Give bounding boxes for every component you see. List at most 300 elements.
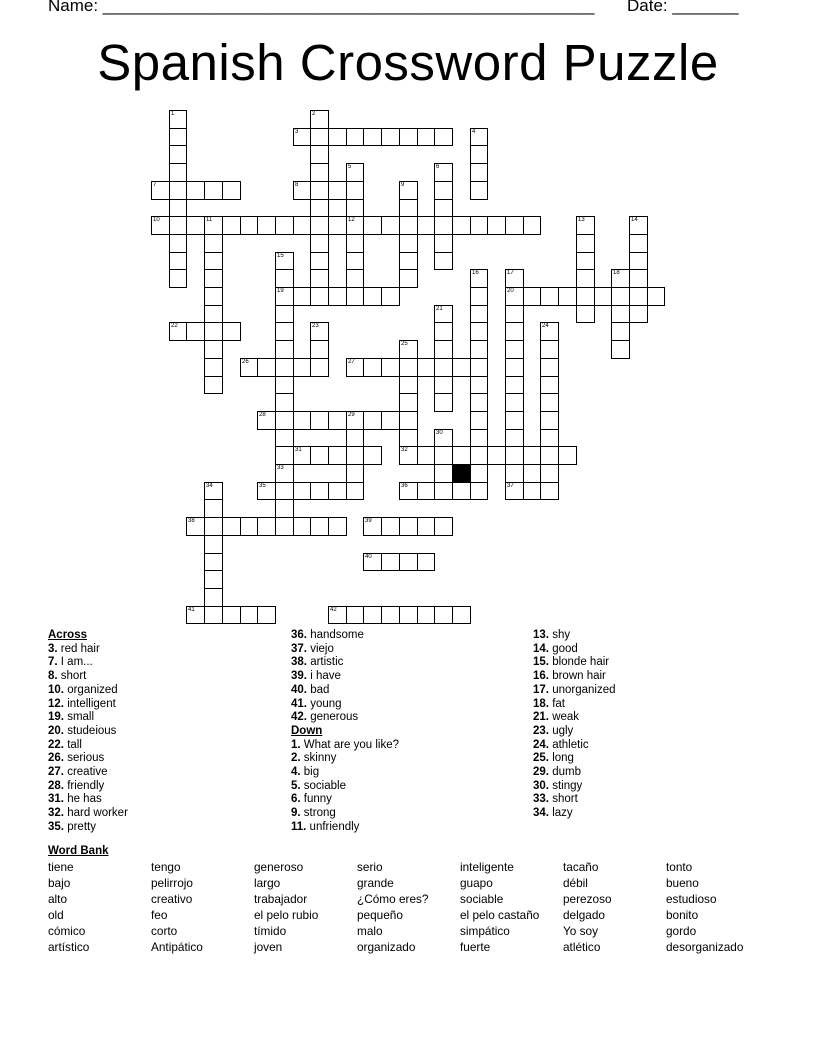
grid-cell[interactable]: [186, 181, 205, 200]
grid-cell[interactable]: [186, 606, 205, 624]
grid-cell[interactable]: [399, 358, 418, 377]
grid-cell[interactable]: [275, 216, 294, 235]
grid-cell[interactable]: [381, 287, 400, 306]
grid-cell[interactable]: [576, 252, 595, 270]
clue-down: [291, 766, 399, 780]
grid-cell[interactable]: [470, 128, 488, 146]
clue-text: friendly: [64, 779, 105, 792]
grid-cell[interactable]: [611, 305, 630, 323]
grid-cell[interactable]: [310, 181, 329, 200]
grid-cell[interactable]: [275, 358, 294, 377]
grid-cell[interactable]: [434, 252, 453, 270]
grid-cell[interactable]: [434, 358, 453, 377]
grid-cell[interactable]: [470, 181, 488, 200]
clue-text: pretty: [64, 820, 96, 833]
grid-cell[interactable]: [611, 340, 630, 359]
grid-cell[interactable]: [434, 606, 453, 624]
grid-cell[interactable]: [257, 606, 276, 624]
grid-cell[interactable]: [470, 376, 488, 394]
grid-cell[interactable]: [540, 446, 559, 465]
grid-cell[interactable]: [204, 535, 223, 554]
grid-cell[interactable]: [204, 252, 223, 270]
grid-cell[interactable]: [275, 393, 294, 412]
grid-cell[interactable]: [346, 163, 364, 182]
grid-cell[interactable]: [505, 322, 524, 341]
grid-cell[interactable]: [434, 234, 453, 253]
grid-cell[interactable]: [346, 482, 364, 500]
grid-cell[interactable]: [434, 393, 453, 412]
grid-cell[interactable]: [576, 216, 595, 235]
grid-cell[interactable]: [576, 234, 595, 253]
grid-cell[interactable]: [470, 446, 488, 465]
clue-number: 35.: [48, 820, 64, 833]
grid-cell[interactable]: [434, 163, 453, 182]
clue-across: [48, 711, 128, 725]
word-bank-entry: bonito: [666, 908, 699, 922]
word-bank-entry: ¿Cómo eres?: [357, 892, 429, 906]
grid-cell[interactable]: [257, 216, 276, 235]
grid-cell[interactable]: [434, 340, 453, 359]
clue-number: 13.: [533, 629, 549, 641]
clue-text: long: [549, 752, 574, 765]
grid-cell[interactable]: [540, 287, 559, 306]
grid-cell[interactable]: [275, 464, 294, 483]
grid-cell[interactable]: [275, 482, 294, 500]
grid-cell[interactable]: [399, 411, 418, 430]
grid-cell[interactable]: [346, 234, 364, 253]
grid-cell[interactable]: [470, 464, 488, 483]
grid-cell[interactable]: [417, 606, 435, 624]
grid-cell[interactable]: [293, 128, 311, 146]
grid-cell[interactable]: [540, 393, 559, 412]
grid-cell[interactable]: [222, 606, 241, 624]
cell-number: 11: [206, 217, 213, 223]
grid-cell[interactable]: [310, 340, 329, 359]
grid-cell[interactable]: [523, 287, 541, 306]
grid-cell[interactable]: [169, 269, 187, 288]
grid-cell[interactable]: [275, 252, 294, 270]
grid-cell[interactable]: [363, 553, 382, 571]
grid-cell[interactable]: [452, 358, 471, 377]
grid-cell[interactable]: [629, 216, 648, 235]
grid-cell[interactable]: [470, 358, 488, 377]
grid-cell[interactable]: [558, 287, 577, 306]
grid-cell[interactable]: [169, 252, 187, 270]
grid-cell[interactable]: [275, 287, 294, 306]
cell-number: 16: [472, 270, 479, 276]
grid-cell[interactable]: [310, 234, 329, 253]
grid-cell[interactable]: [399, 429, 418, 447]
clue-text: fat: [549, 697, 565, 710]
grid-cell[interactable]: [310, 482, 329, 500]
grid-cell[interactable]: [204, 358, 223, 377]
grid-cell[interactable]: [417, 128, 435, 146]
grid-cell[interactable]: [399, 199, 418, 217]
grid-cell[interactable]: [204, 499, 223, 518]
grid-cell[interactable]: [399, 376, 418, 394]
grid-cell[interactable]: [647, 287, 665, 306]
grid-cell[interactable]: [310, 287, 329, 306]
grid-cell[interactable]: [505, 287, 524, 306]
grid-cell[interactable]: [310, 358, 329, 377]
clue-text: bad: [307, 683, 330, 696]
grid-cell[interactable]: [363, 446, 382, 465]
grid-cell[interactable]: [470, 482, 488, 500]
grid-cell[interactable]: [381, 216, 400, 235]
clue-number: 16.: [533, 670, 549, 683]
grid-cell[interactable]: [470, 305, 488, 323]
grid-cell[interactable]: [576, 305, 595, 323]
grid-cell[interactable]: [204, 181, 223, 200]
grid-cell[interactable]: [293, 358, 311, 377]
grid-cell[interactable]: [523, 216, 541, 235]
grid-cell[interactable]: [363, 128, 382, 146]
grid-cell[interactable]: [417, 446, 435, 465]
grid-cell[interactable]: [381, 358, 400, 377]
grid-cell[interactable]: [363, 606, 382, 624]
grid-cell[interactable]: [310, 199, 329, 217]
grid-cell[interactable]: [505, 393, 524, 412]
grid-cell[interactable]: [629, 269, 648, 288]
grid-cell[interactable]: [434, 322, 453, 341]
grid-cell[interactable]: [169, 128, 187, 146]
grid-cell[interactable]: [222, 517, 241, 536]
clue-text: studeious: [64, 724, 117, 737]
grid-cell[interactable]: [399, 446, 418, 465]
grid-cell[interactable]: [204, 570, 223, 589]
grid-cell[interactable]: [275, 446, 294, 465]
grid-cell[interactable]: [452, 482, 471, 500]
grid-cell[interactable]: [275, 340, 294, 359]
grid-cell[interactable]: [186, 216, 205, 235]
grid-cell[interactable]: [310, 252, 329, 270]
grid-cell[interactable]: [204, 606, 223, 624]
clue-across: [48, 821, 128, 835]
grid-cell[interactable]: [434, 199, 453, 217]
grid-cell[interactable]: [487, 446, 506, 465]
grid-cell[interactable]: [505, 216, 524, 235]
grid-cell[interactable]: [310, 411, 329, 430]
grid-cell[interactable]: [629, 252, 648, 270]
clue-number: 15.: [533, 656, 549, 669]
grid-cell[interactable]: [505, 464, 524, 483]
grid-cell[interactable]: [434, 216, 453, 235]
grid-cell[interactable]: [204, 216, 223, 235]
grid-cell[interactable]: [204, 305, 223, 323]
grid-cell[interactable]: [470, 269, 488, 288]
grid-cell[interactable]: [222, 216, 241, 235]
grid-cell[interactable]: [417, 553, 435, 571]
clue-number: 19.: [48, 711, 64, 724]
grid-cell[interactable]: [240, 216, 258, 235]
grid-cell[interactable]: [399, 393, 418, 412]
grid-cell[interactable]: [328, 287, 347, 306]
grid-cell[interactable]: [169, 216, 187, 235]
grid-cell[interactable]: [363, 411, 382, 430]
grid-cell[interactable]: [417, 216, 435, 235]
grid-cell[interactable]: [310, 145, 329, 164]
grid-cell[interactable]: [611, 322, 630, 341]
grid-cell[interactable]: [275, 499, 294, 518]
grid-cell[interactable]: [204, 553, 223, 571]
grid-cell[interactable]: [346, 358, 364, 377]
grid-cell[interactable]: [310, 128, 329, 146]
grid-cell[interactable]: [417, 358, 435, 377]
grid-cell[interactable]: [399, 482, 418, 500]
grid-cell[interactable]: [204, 234, 223, 253]
grid-cell[interactable]: [346, 606, 364, 624]
grid-cell[interactable]: [328, 128, 347, 146]
grid-cell[interactable]: [346, 216, 364, 235]
grid-cell[interactable]: [310, 163, 329, 182]
clue-text: unfriendly: [306, 820, 360, 833]
grid-cell[interactable]: [328, 216, 347, 235]
grid-cell[interactable]: [275, 305, 294, 323]
grid-cell[interactable]: [346, 181, 364, 200]
grid-cell[interactable]: [505, 411, 524, 430]
grid-cell[interactable]: [381, 411, 400, 430]
clue-across: [48, 807, 128, 821]
grid-cell[interactable]: [434, 376, 453, 394]
grid-cell[interactable]: [346, 446, 364, 465]
grid-cell[interactable]: [204, 322, 223, 341]
grid-cell[interactable]: [417, 482, 435, 500]
grid-cell[interactable]: [470, 340, 488, 359]
word-bank-entry: atlético: [563, 940, 601, 954]
grid-cell[interactable]: [204, 269, 223, 288]
grid-cell[interactable]: [629, 234, 648, 253]
grid-cell[interactable]: [346, 429, 364, 447]
grid-cell[interactable]: [399, 517, 418, 536]
grid-cell[interactable]: [505, 305, 524, 323]
word-bank-entry: tímido: [254, 924, 287, 938]
grid-cell[interactable]: [434, 305, 453, 323]
grid-cell[interactable]: [310, 216, 329, 235]
clue-text: short: [57, 670, 87, 683]
grid-cell[interactable]: [328, 411, 347, 430]
grid-cell[interactable]: [293, 181, 311, 200]
word-bank-title: Word Bank: [48, 845, 109, 857]
grid-cell[interactable]: [470, 163, 488, 182]
clue-text: lazy: [549, 807, 573, 820]
grid-cell[interactable]: [169, 234, 187, 253]
grid-cell[interactable]: [434, 446, 453, 465]
grid-cell[interactable]: [540, 429, 559, 447]
grid-cell[interactable]: [399, 252, 418, 270]
grid-cell[interactable]: [310, 110, 329, 129]
grid-cell[interactable]: [293, 446, 311, 465]
grid-cell[interactable]: [487, 216, 506, 235]
grid-cell[interactable]: [346, 269, 364, 288]
cell-number: 33: [277, 465, 284, 471]
grid-cell[interactable]: [275, 429, 294, 447]
grid-cell[interactable]: [540, 411, 559, 430]
grid-cell[interactable]: [399, 234, 418, 253]
grid-cell[interactable]: [293, 517, 311, 536]
grid-cell[interactable]: [505, 376, 524, 394]
grid-cell[interactable]: [452, 446, 471, 465]
grid-cell[interactable]: [310, 269, 329, 288]
word-bank-entry: cómico: [48, 924, 86, 938]
grid-cell[interactable]: [346, 128, 364, 146]
grid-cell[interactable]: [346, 199, 364, 217]
grid-cell[interactable]: [328, 606, 347, 624]
grid-cell[interactable]: [540, 358, 559, 377]
grid-cell[interactable]: [293, 216, 311, 235]
grid-cell[interactable]: [346, 464, 364, 483]
grid-cell[interactable]: [363, 517, 382, 536]
grid-cell[interactable]: [346, 411, 364, 430]
grid-cell[interactable]: [594, 287, 612, 306]
grid-cell[interactable]: [257, 517, 276, 536]
grid-cell[interactable]: [505, 446, 524, 465]
grid-cell[interactable]: [328, 482, 347, 500]
clue-number: 7.: [48, 656, 58, 669]
grid-cell[interactable]: [346, 252, 364, 270]
word-bank-entry: organizado: [357, 940, 416, 954]
grid-cell[interactable]: [434, 482, 453, 500]
grid-cell[interactable]: [275, 322, 294, 341]
grid-cell[interactable]: [240, 517, 258, 536]
grid-cell[interactable]: [470, 393, 488, 412]
grid-cell[interactable]: [186, 322, 205, 341]
grid-cell[interactable]: [328, 517, 347, 536]
word-bank-entry: artístico: [48, 940, 90, 954]
clue-text: young: [307, 697, 342, 710]
grid-cell[interactable]: [310, 517, 329, 536]
grid-cell[interactable]: [611, 287, 630, 306]
grid-cell[interactable]: [204, 588, 223, 607]
grid-cell[interactable]: [381, 606, 400, 624]
grid-cell[interactable]: [505, 482, 524, 500]
grid-cell[interactable]: [470, 411, 488, 430]
grid-cell[interactable]: [540, 322, 559, 341]
grid-cell[interactable]: [257, 411, 276, 430]
clue-across: [48, 670, 128, 684]
grid-cell[interactable]: [240, 358, 258, 377]
grid-cell[interactable]: [399, 553, 418, 571]
grid-cell[interactable]: [505, 269, 524, 288]
grid-cell[interactable]: [558, 446, 577, 465]
grid-cell[interactable]: [381, 517, 400, 536]
grid-cell[interactable]: [275, 517, 294, 536]
grid-cell[interactable]: [169, 145, 187, 164]
clue-down: [533, 739, 616, 753]
cell-number: 31: [295, 447, 302, 453]
grid-cell[interactable]: [399, 606, 418, 624]
grid-cell[interactable]: [417, 517, 435, 536]
grid-cell[interactable]: [186, 517, 205, 536]
grid-cell[interactable]: [222, 322, 241, 341]
grid-cell[interactable]: [470, 145, 488, 164]
shaded-cell: [452, 464, 471, 483]
grid-cell[interactable]: [505, 429, 524, 447]
grid-cell[interactable]: [505, 340, 524, 359]
grid-cell[interactable]: [470, 322, 488, 341]
grid-cell[interactable]: [434, 429, 453, 447]
grid-cell[interactable]: [523, 446, 541, 465]
grid-cell[interactable]: [222, 181, 241, 200]
grid-cell[interactable]: [257, 482, 276, 500]
grid-cell[interactable]: [523, 482, 541, 500]
grid-cell[interactable]: [540, 482, 559, 500]
page-title: Spanish Crossword Puzzle: [97, 34, 719, 91]
grid-cell[interactable]: [310, 446, 329, 465]
clue-text: shy: [549, 629, 571, 641]
grid-cell[interactable]: [328, 181, 347, 200]
grid-cell[interactable]: [293, 287, 311, 306]
grid-cell[interactable]: [204, 376, 223, 394]
grid-cell[interactable]: [399, 269, 418, 288]
grid-cell[interactable]: [381, 553, 400, 571]
grid-cell[interactable]: [540, 464, 559, 483]
grid-cell[interactable]: [434, 517, 453, 536]
grid-cell[interactable]: [363, 287, 382, 306]
grid-cell[interactable]: [470, 216, 488, 235]
grid-cell[interactable]: [399, 216, 418, 235]
grid-cell[interactable]: [452, 606, 471, 624]
grid-cell[interactable]: [204, 482, 223, 500]
grid-cell[interactable]: [328, 446, 347, 465]
grid-cell[interactable]: [293, 482, 311, 500]
grid-cell[interactable]: [240, 606, 258, 624]
grid-cell[interactable]: [434, 464, 453, 483]
grid-cell[interactable]: [470, 429, 488, 447]
grid-cell[interactable]: [576, 269, 595, 288]
grid-cell[interactable]: [470, 287, 488, 306]
grid-cell[interactable]: [434, 181, 453, 200]
grid-cell[interactable]: [310, 322, 329, 341]
cell-number: 24: [542, 323, 549, 329]
cell-number: 41: [188, 607, 195, 613]
grid-cell[interactable]: [169, 322, 187, 341]
grid-cell[interactable]: [275, 376, 294, 394]
grid-cell[interactable]: [399, 340, 418, 359]
grid-cell[interactable]: [169, 181, 187, 200]
grid-cell[interactable]: [629, 305, 648, 323]
clue-across: [291, 656, 399, 670]
grid-cell[interactable]: [151, 216, 170, 235]
grid-cell[interactable]: [204, 517, 223, 536]
grid-cell[interactable]: [169, 199, 187, 217]
grid-cell[interactable]: [363, 216, 382, 235]
grid-cell[interactable]: [452, 216, 471, 235]
grid-cell[interactable]: [611, 269, 630, 288]
grid-cell[interactable]: [257, 358, 276, 377]
grid-cell[interactable]: [399, 181, 418, 200]
grid-cell[interactable]: [629, 287, 648, 306]
grid-cell[interactable]: [204, 340, 223, 359]
grid-cell[interactable]: [151, 181, 170, 200]
grid-cell[interactable]: [434, 128, 453, 146]
cell-number: 4: [472, 129, 476, 135]
grid-cell[interactable]: [293, 411, 311, 430]
grid-cell[interactable]: [346, 287, 364, 306]
grid-cell[interactable]: [363, 358, 382, 377]
grid-cell[interactable]: [169, 163, 187, 182]
grid-cell[interactable]: [169, 110, 187, 129]
grid-cell[interactable]: [540, 376, 559, 394]
clue-across: [48, 698, 128, 712]
grid-cell[interactable]: [540, 340, 559, 359]
grid-cell[interactable]: [505, 358, 524, 377]
grid-cell[interactable]: [204, 287, 223, 306]
grid-cell[interactable]: [381, 128, 400, 146]
grid-cell[interactable]: [275, 269, 294, 288]
grid-cell[interactable]: [275, 411, 294, 430]
grid-cell[interactable]: [576, 287, 595, 306]
grid-cell[interactable]: [399, 128, 418, 146]
